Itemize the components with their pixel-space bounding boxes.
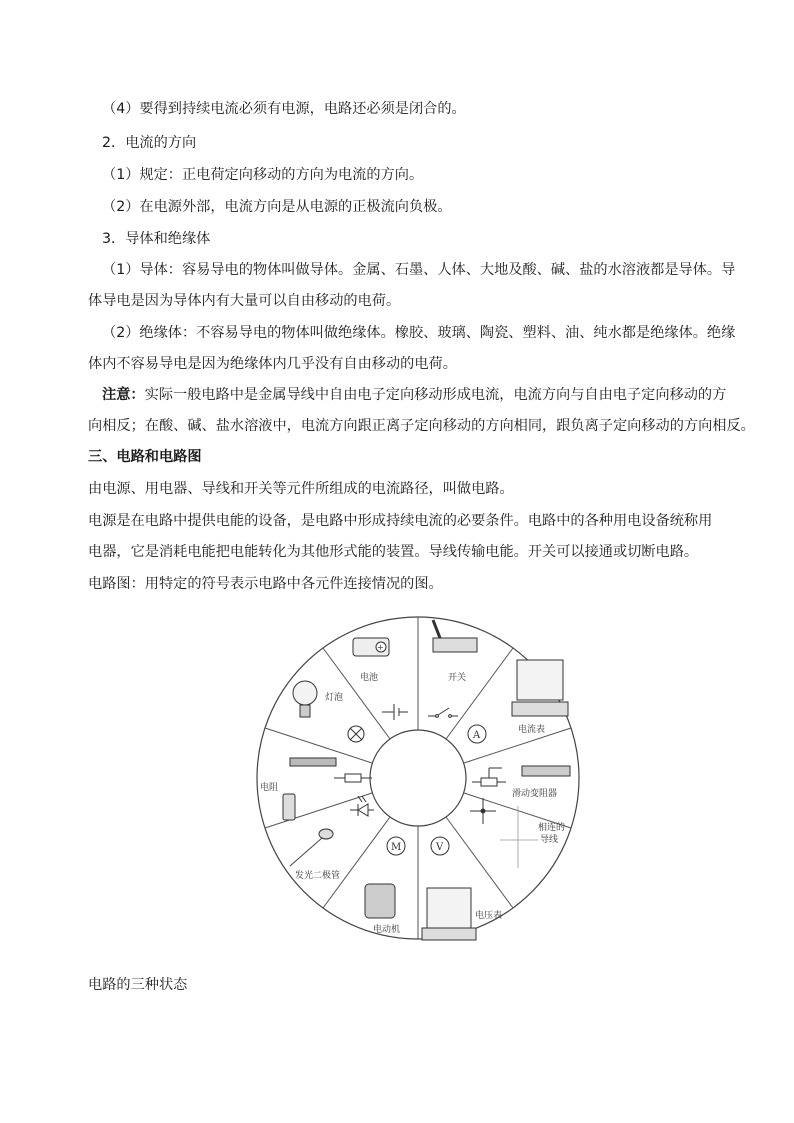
resistor-label: 电阻 <box>260 783 279 793</box>
paragraph-power-source-line2: 电器，它是消耗电能把电能转化为其他形式能的装置。导线传输电能。开关可以接通或切断电路。 <box>88 544 699 560</box>
voltmeter-base-image <box>422 928 476 940</box>
note-text: 实际一般电路中是金属导线中自由电子定向移动形成电流，电流方向与自由电子定向移动的方 <box>144 387 727 403</box>
ammeter-image <box>517 660 563 700</box>
paragraph-insulator-line2: 体内不容易导电是因为绝缘体内几乎没有自由移动的电荷。 <box>88 356 457 372</box>
ammeter-base-image <box>512 702 568 716</box>
ammeter-label: 电流表 <box>518 725 546 735</box>
paragraph-note-line1 <box>102 385 742 405</box>
battery-label: 电池 <box>360 673 379 683</box>
connected-wires-label-2: 导线 <box>540 835 559 845</box>
ammeter-symbol-letter: A <box>473 730 481 741</box>
bulb-image <box>293 681 317 705</box>
connected-wires-label-1: 相连的 <box>538 823 566 833</box>
bulb-label: 灯泡 <box>325 693 344 703</box>
paragraph-direction-external: （2）在电源外部，电流方向是从电源的正极流向负极。 <box>102 199 452 215</box>
section-heading-circuit: 三、电路和电路图 <box>88 449 202 465</box>
paragraph-note-line2: 向相反；在酸、碱、盐水溶液中，电流方向跟正离子定向移动的方向相同，跟负离子定向移动的方向相反。 <box>88 418 755 434</box>
paragraph-direction-rule: （1）规定：正电荷定向移动的方向为电流的方向。 <box>102 167 424 183</box>
paragraph-power-closed-circuit: （4）要得到持续电流必须有电源，电路还必须是闭合的。 <box>102 101 466 117</box>
rheostat-label: 滑动变阻器 <box>512 789 558 799</box>
resistor-wound-image <box>290 758 336 766</box>
paragraph-power-source-line1: 电源是在电路中提供电能的设备，是电路中形成持续电流的必要条件。电路中的各种用电设备统称用 <box>88 513 713 529</box>
motor-label: 电动机 <box>373 925 401 935</box>
voltmeter-label: 电压表 <box>475 911 503 921</box>
heading-conductors-insulators: 3．导体和绝缘体 <box>102 231 211 247</box>
circuit-symbols-wheel <box>250 598 595 960</box>
motor-symbol-letter: M <box>391 842 402 853</box>
paragraph-three-states: 电路的三种状态 <box>88 977 188 993</box>
note-label: 注意： <box>102 387 145 403</box>
motor-image <box>365 884 395 918</box>
voltmeter-image <box>427 888 471 928</box>
bulb-base-image <box>300 705 310 717</box>
battery-plus-sign: + <box>377 643 384 652</box>
circuit-symbols-wheel-figure <box>250 598 595 960</box>
resistor-image <box>283 794 295 820</box>
inner-ring <box>370 730 466 826</box>
rheostat-image <box>522 766 570 776</box>
led-label: 发光二极管 <box>295 871 341 881</box>
heading-current-direction: 2．电流的方向 <box>102 135 197 151</box>
paragraph-insulator-line1: （2）绝缘体：不容易导电的物体叫做绝缘体。橡胶、玻璃、陶瓷、塑料、油、纯水都是绝缘体。绝缘 <box>102 325 736 341</box>
switch-base-image <box>433 638 477 652</box>
paragraph-conductor-line2: 体导电是因为导体内有大量可以自由移动的电荷。 <box>88 293 401 309</box>
paragraph-circuit-definition: 由电源、用电器、导线和开关等元件所组成的电流路径，叫做电路。 <box>88 481 514 497</box>
paragraph-conductor-line1: （1）导体：容易导电的物体叫做导体。金属、石墨、人体、大地及酸、碱、盐的水溶液都是导体。导 <box>102 262 736 278</box>
voltmeter-symbol-letter: V <box>436 842 444 853</box>
led-image <box>319 829 333 839</box>
switch-label: 开关 <box>448 673 467 683</box>
paragraph-circuit-diagram: 电路图：用特定的符号表示电路中各元件连接情况的图。 <box>88 576 443 592</box>
